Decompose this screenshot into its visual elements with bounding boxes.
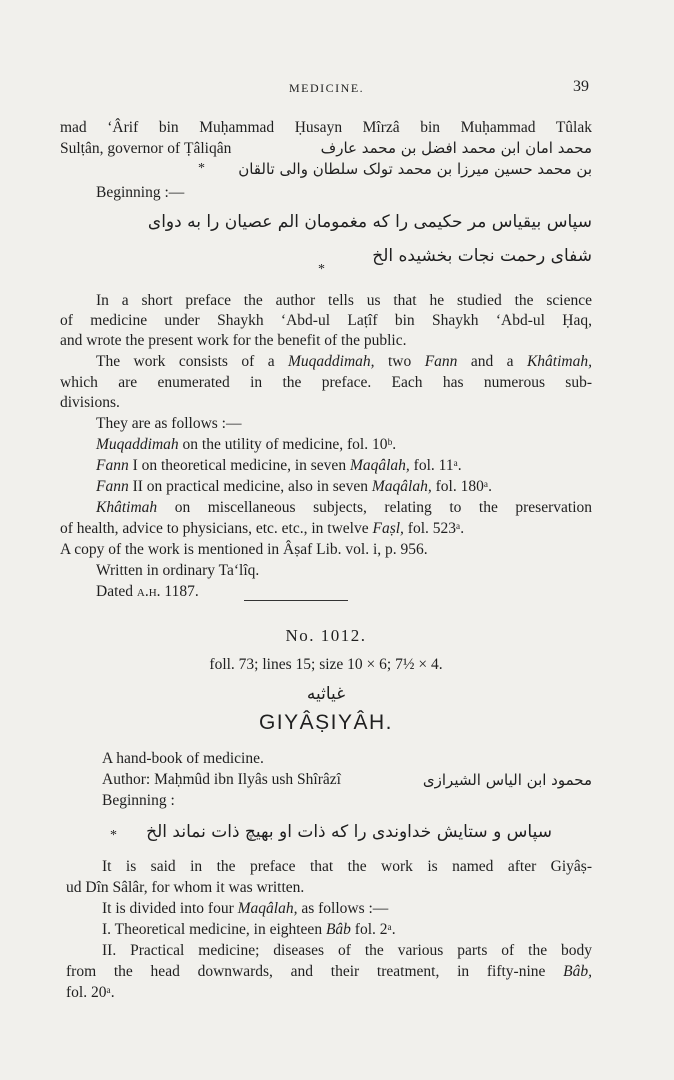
beginning-label: Beginning :— bbox=[96, 184, 185, 201]
text-line bbox=[96, 352, 592, 372]
text-span: of health, advice to physicians, etc. etc., in twelve bbox=[60, 520, 373, 537]
text-line bbox=[60, 311, 592, 331]
entry-title: GIYÂṢIYÂH. bbox=[258, 711, 394, 734]
text-span: fol. 11ᵃ. bbox=[409, 457, 462, 474]
entry-number: No. 1012. bbox=[285, 626, 367, 645]
author-line: Author: Maḥmûd ibn Ilyâs ush Shîrâzî bbox=[102, 771, 341, 788]
term: Maqâlah, bbox=[371, 478, 432, 495]
text-span: I on theoretical medicine, in seven bbox=[128, 457, 350, 474]
term: Bâb, bbox=[563, 963, 592, 980]
arabic-line: سپاس و ستایش خداوندی را که ذات او بهیچ ذات نماند الخ bbox=[146, 822, 552, 842]
term: Faṣl, bbox=[372, 520, 404, 537]
text-span: and a bbox=[457, 353, 527, 370]
title-arabic: غیاثیه bbox=[306, 684, 346, 704]
text-line bbox=[60, 331, 406, 351]
author-arabic: محمود ابن الیاس الشیرازی bbox=[422, 771, 592, 789]
term: Muqaddimah, bbox=[288, 353, 375, 370]
term: Fann bbox=[96, 457, 129, 474]
text-span: fol. 523ᵃ. bbox=[403, 520, 465, 537]
text-line bbox=[60, 373, 592, 393]
term: Khâtimah, bbox=[526, 353, 592, 370]
running-title: MEDICINE. bbox=[289, 81, 365, 95]
text-span: as follows :— bbox=[297, 900, 389, 917]
text-span: fol. 2ᵃ. bbox=[350, 921, 396, 938]
text-line bbox=[102, 857, 592, 877]
line-marker: * bbox=[198, 161, 205, 176]
divider bbox=[244, 600, 348, 601]
arabic-line: بن محمد حسین میرزا بن محمد تولک سلطان والی تالقان bbox=[238, 160, 592, 178]
term: Fann bbox=[424, 353, 458, 370]
text-span: It is divided into four bbox=[102, 900, 238, 917]
text-span: Dated bbox=[96, 583, 137, 600]
era-label: a.h. bbox=[136, 583, 161, 600]
text-span: from the head downwards, and their treatment, in fifty-nine bbox=[66, 963, 564, 980]
list-item bbox=[102, 920, 396, 940]
physical-description: foll. 73; lines 15; size 10 × 6; 7½ × 4. bbox=[209, 656, 443, 673]
term: Muqaddimah bbox=[96, 436, 179, 453]
page-number: 39 bbox=[573, 78, 589, 95]
text-span: 1187. bbox=[160, 583, 199, 600]
list-item bbox=[96, 498, 592, 518]
text-span: It is said in the preface that the work is named after Giyâṣ- bbox=[102, 858, 592, 875]
text-span: fol. 180ᵃ. bbox=[431, 478, 492, 495]
text-line bbox=[96, 582, 199, 602]
text-line: They are as follows :— bbox=[96, 415, 242, 432]
text-span: I. Theoretical medicine, in eighteen bbox=[102, 921, 326, 938]
list-item bbox=[102, 941, 592, 961]
text-line: A hand-book of medicine. bbox=[102, 750, 264, 767]
arabic-line: شفای رحمت نجات بخشیده الخ bbox=[372, 246, 592, 266]
term: Maqâlah, bbox=[349, 457, 410, 474]
term: Maqâlah, bbox=[237, 900, 298, 917]
text-span: II on practical medicine, also in seven bbox=[128, 478, 372, 495]
text-span: and wrote the present work for the benefit of the public. bbox=[60, 332, 407, 349]
text-span: divisions. bbox=[60, 394, 120, 411]
arabic-line: محمد امان ابن محمد افضل بن محمد عارف bbox=[320, 139, 592, 157]
text-span: on the utility of medicine, fol. 10ᵇ. bbox=[178, 436, 397, 453]
text-span: two bbox=[374, 353, 425, 370]
text-line bbox=[60, 519, 464, 539]
text-span: Sulṭân, governor of Ṭâliqân bbox=[60, 140, 232, 157]
text-span: of medicine under Shaykh ‘Abd-ul Laṭîf bin Shaykh ‘Abd-ul Ḥaq, bbox=[60, 312, 592, 329]
text-span: on miscellaneous subjects, relating to the preservation bbox=[157, 499, 592, 516]
term: Khâtimah bbox=[96, 499, 158, 516]
text-line: fol. 20ᵃ. bbox=[66, 984, 115, 1001]
list-item bbox=[96, 456, 462, 476]
text-line: A copy of the work is mentioned in Âṣaf Lib. vol. i, p. 956. bbox=[60, 541, 428, 558]
text-line bbox=[102, 899, 388, 919]
text-span: II. Practical medicine; diseases of the various parts of the body bbox=[102, 942, 592, 959]
text-line bbox=[60, 139, 231, 159]
term: Bâb bbox=[325, 921, 351, 938]
text-line bbox=[96, 291, 592, 311]
list-item bbox=[96, 477, 492, 497]
text-line bbox=[66, 962, 592, 982]
line-marker: * bbox=[110, 828, 117, 843]
text-span: The work consists of a bbox=[96, 353, 289, 370]
beginning-label: Beginning : bbox=[102, 792, 175, 809]
list-item bbox=[96, 435, 396, 455]
line-marker: * bbox=[318, 262, 325, 277]
text-line bbox=[60, 393, 120, 413]
text-span: which are enumerated in the preface. Each has numerous sub- bbox=[60, 374, 592, 391]
text-span bbox=[96, 352, 592, 372]
term: Fann bbox=[96, 478, 129, 495]
text-line bbox=[60, 118, 592, 138]
text-span: In a short preface the author tells us that he studied the science bbox=[96, 292, 592, 309]
text-line: Written in ordinary Ta‘lîq. bbox=[96, 562, 260, 579]
text-line: ud Dîn Sâlâr, for whom it was written. bbox=[66, 879, 305, 896]
text-span: mad ‘Ârif bin Muḥammad Ḥusayn Mîrzâ bin Muḥammad Tûlak bbox=[60, 119, 592, 136]
text-span bbox=[96, 498, 592, 518]
text-span bbox=[66, 962, 592, 982]
arabic-line: سپاس بیقیاس مر حکیمی را که مغمومان الم عصیان را به دوای bbox=[147, 212, 592, 232]
